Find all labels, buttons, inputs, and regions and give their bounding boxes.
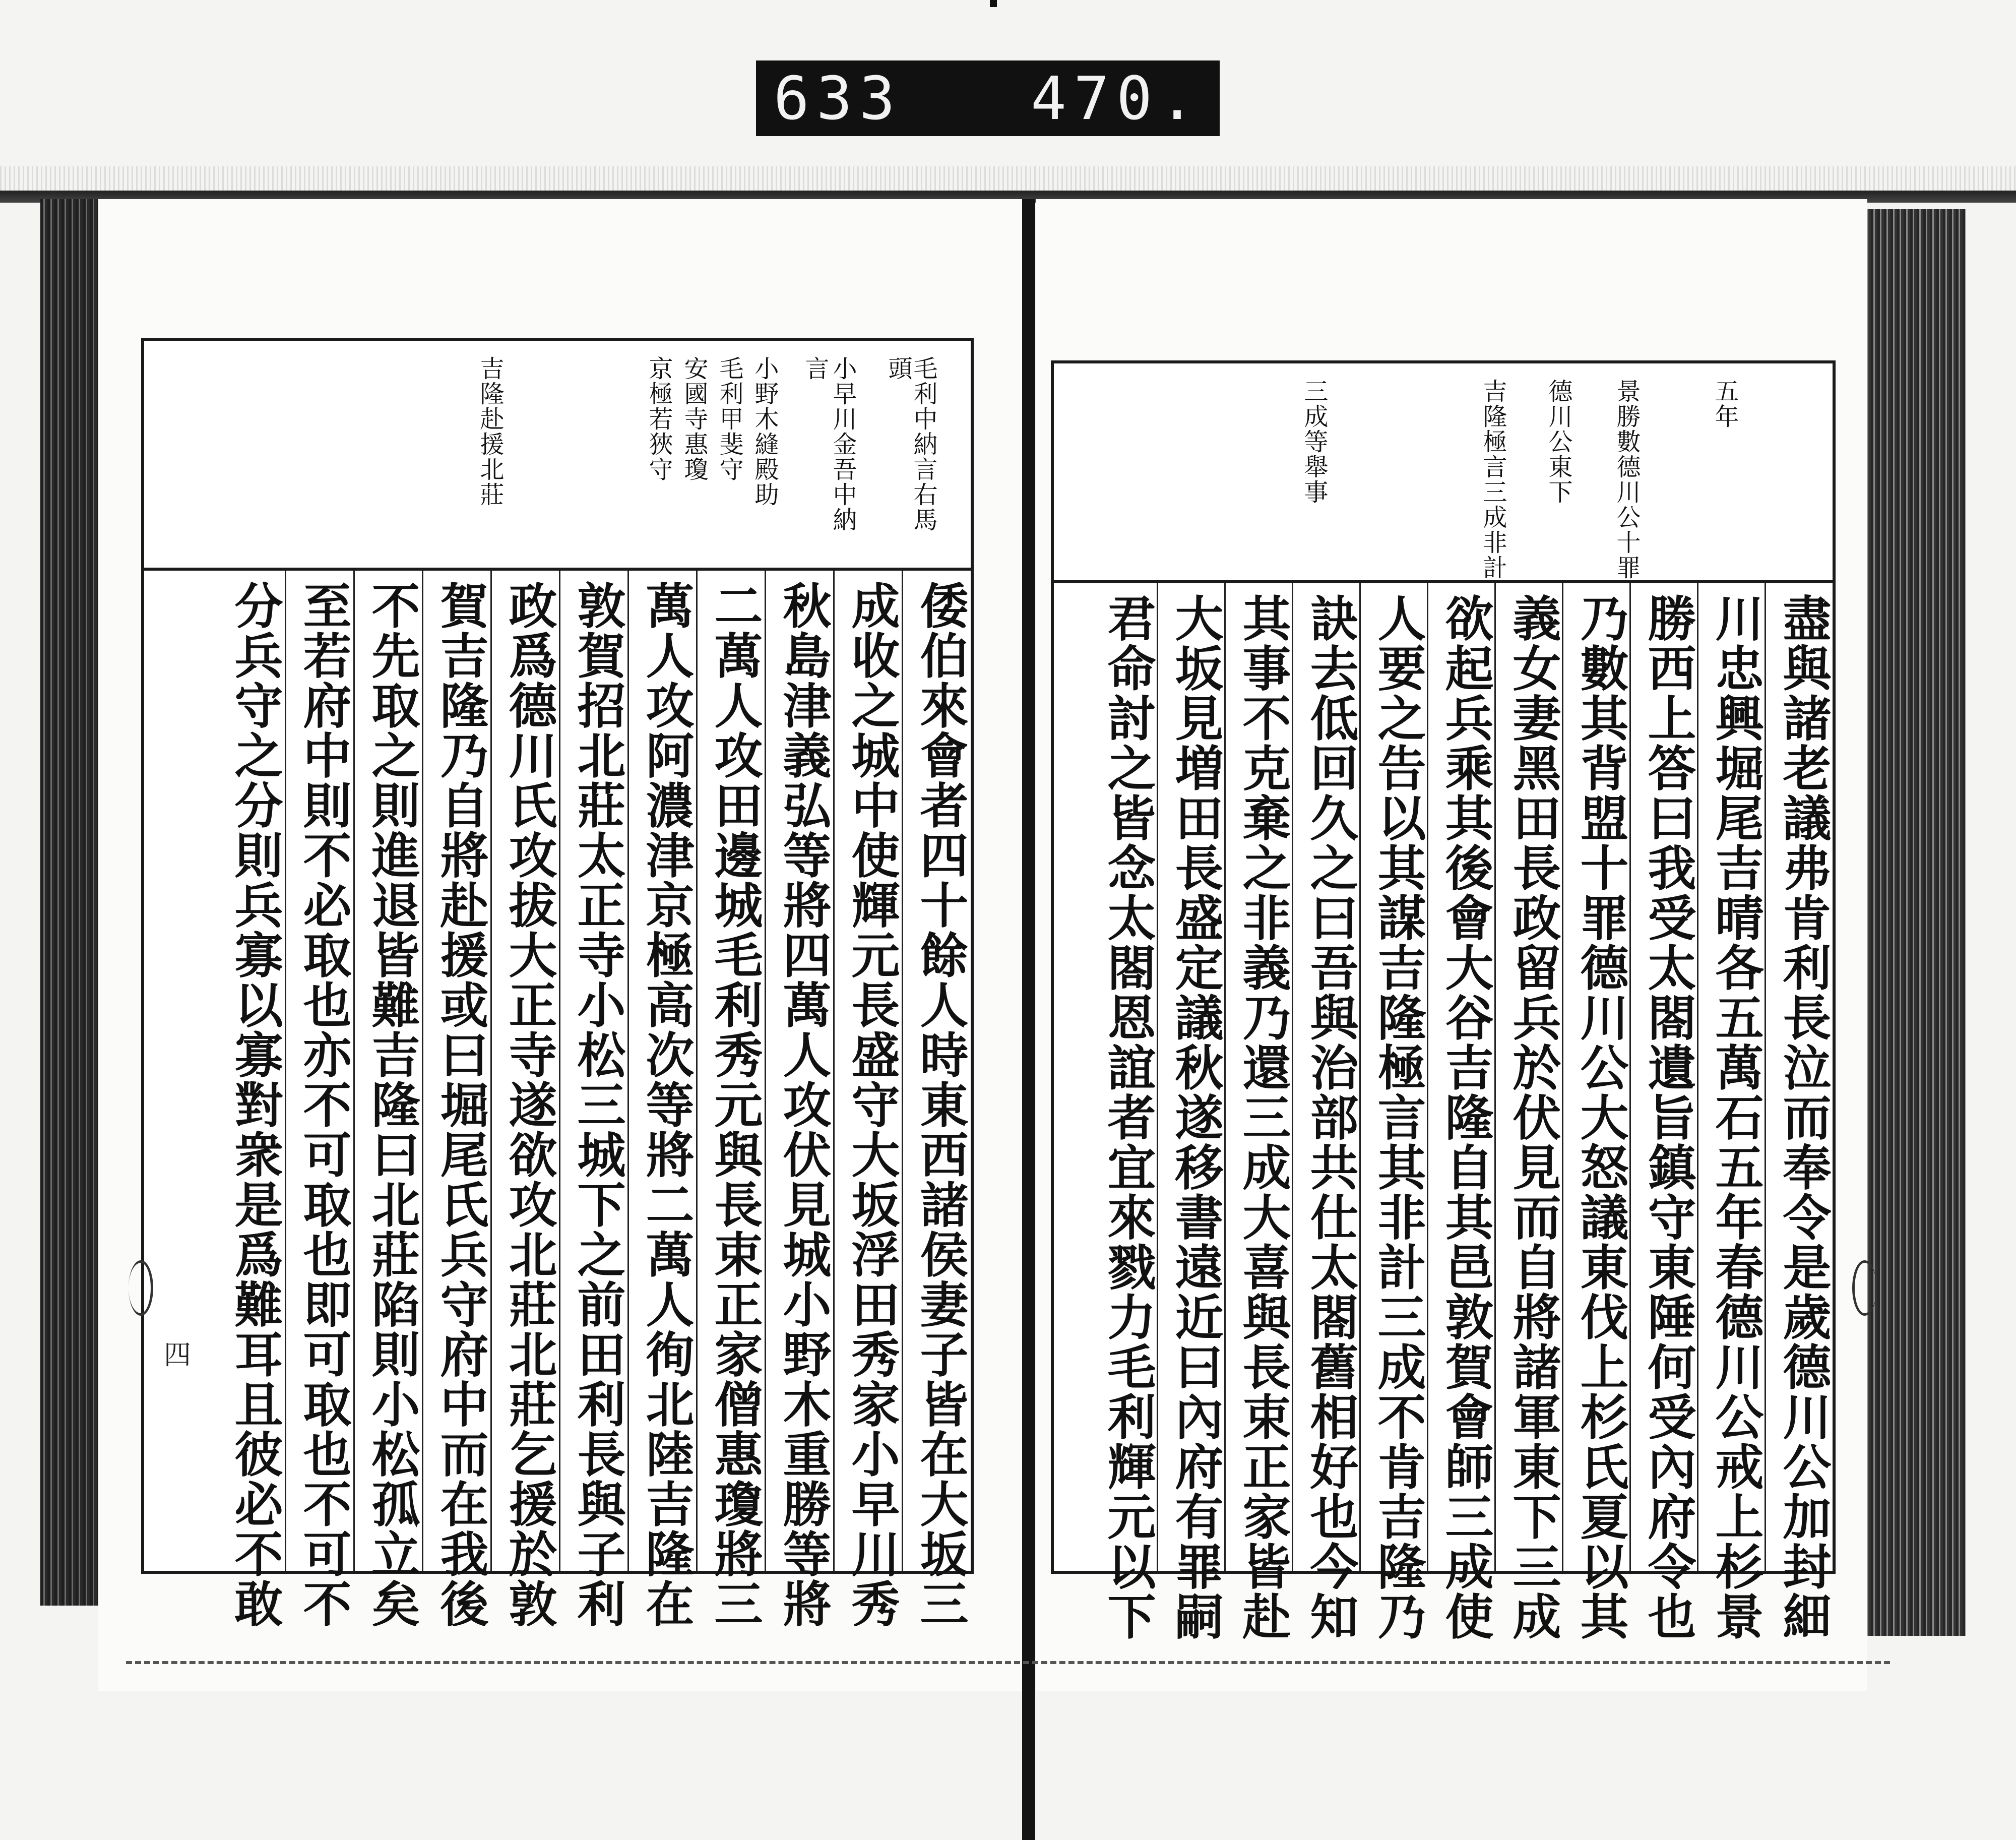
left-text-frame [141, 338, 974, 1629]
margin-note: 安國寺惠瓊 [680, 356, 708, 482]
margin-note: 小早川金吾中納 [829, 356, 857, 532]
text-column: 其事不克棄之非義乃還三成大喜與長束正家皆赴 [1235, 593, 1292, 1641]
text-column: 敦賀招北莊太正寺小松三城下之前田利長與子利 [570, 581, 626, 1629]
text-column: 訣去低回久之曰吾與治部共仕太閤舊相好也今知 [1302, 593, 1359, 1641]
text-column: 不先取之則進退皆難吉隆曰北莊陷則小松孤立矣 [364, 581, 421, 1629]
margin-note: 頭 [884, 356, 912, 381]
text-column: 政爲德川氏攻拔大正寺遂欲攻北莊北莊乞援於敦 [501, 581, 558, 1629]
margin-note: 景勝數德川公十罪 [1612, 379, 1641, 580]
text-column: 君命討之皆念太閤恩誼者宜來戮力毛利輝元以下 [1100, 593, 1157, 1641]
right-text-frame [1051, 360, 1836, 1641]
margin-note: 毛利甲斐守 [715, 356, 743, 482]
right-header-notes [1054, 363, 1833, 583]
left-main-text [144, 571, 971, 1629]
text-column: 勝西上答曰我受太閤遺旨鎮守東陲何受內府令也 [1640, 593, 1697, 1641]
right-main-text [1054, 583, 1833, 1641]
page-number: 四 [164, 1339, 191, 1371]
margin-note: 小野木縫殿助 [750, 356, 779, 507]
margin-note: 京極若狹守 [645, 356, 673, 482]
text-column: 萬人攻阿濃津京極高次等將二萬人徇北陸吉隆在 [638, 581, 695, 1629]
text-column: 義女妻黑田長政留兵於伏見而自將諸軍東下三成 [1505, 593, 1562, 1641]
text-column: 欲起兵乘其後會大谷吉隆自其邑敦賀會師三成使 [1437, 593, 1494, 1641]
text-column: 二萬人攻田邊城毛利秀元與長束正家僧惠瓊將三 [707, 581, 764, 1629]
text-column: 分兵守之分則兵寡以寡對衆是爲難耳且彼必不敢 [227, 581, 284, 1629]
margin-note: 三成等舉事 [1300, 379, 1328, 505]
left-header-notes [144, 341, 971, 571]
margin-note: 吉隆赴援北莊 [476, 356, 504, 507]
text-column: 成收之城中使輝元長盛守大坂浮田秀家小早川秀 [844, 581, 901, 1629]
binding-ring [1852, 1260, 1877, 1316]
margin-note: 言 [801, 356, 829, 381]
open-book [40, 199, 1966, 1840]
text-column: 賀吉隆乃自將赴援或曰堀尾氏兵守府中而在我後 [432, 581, 489, 1629]
text-column: 大坂見増田長盛定議秋遂移書遠近曰內府有罪嗣 [1167, 593, 1224, 1641]
margin-note: 吉隆極言三成非計 [1479, 379, 1507, 580]
book-gutter [1022, 199, 1035, 1840]
left-page [98, 199, 1033, 1691]
page-bottom-edge [126, 1661, 1890, 1664]
archive-label: 633 470. [756, 60, 1220, 136]
margin-note: 德川公東下 [1544, 379, 1572, 505]
text-column: 秋島津義弘等將四萬人攻伏見城小野木重勝等將 [775, 581, 832, 1629]
binding-ring [129, 1260, 153, 1316]
left-page-stack [40, 199, 106, 1606]
margin-note: 五年 [1711, 379, 1739, 429]
text-column: 盡與諸老議弗肯利長泣而奉令是歲德川公加封細 [1775, 593, 1832, 1641]
margin-note: 毛利中納言右馬 [909, 356, 937, 532]
text-column: 乃數其背盟十罪德川公大怒議東伐上杉氏夏以其 [1572, 593, 1629, 1641]
right-page [1036, 199, 1867, 1691]
text-column: 倭伯來會者四十餘人時東西諸侯妻子皆在大坂三 [912, 581, 969, 1629]
text-column: 至若府中則不必取也亦不可取也即可取也不可不 [295, 581, 352, 1629]
text-column: 川忠興堀尾吉晴各五萬石五年春德川公戒上杉景 [1708, 593, 1765, 1641]
text-column: 人要之告以其謀吉隆極言其非計三成不肯吉隆乃 [1370, 593, 1427, 1641]
scan-shadow [0, 166, 2016, 192]
top-binding-mark [990, 0, 997, 7]
